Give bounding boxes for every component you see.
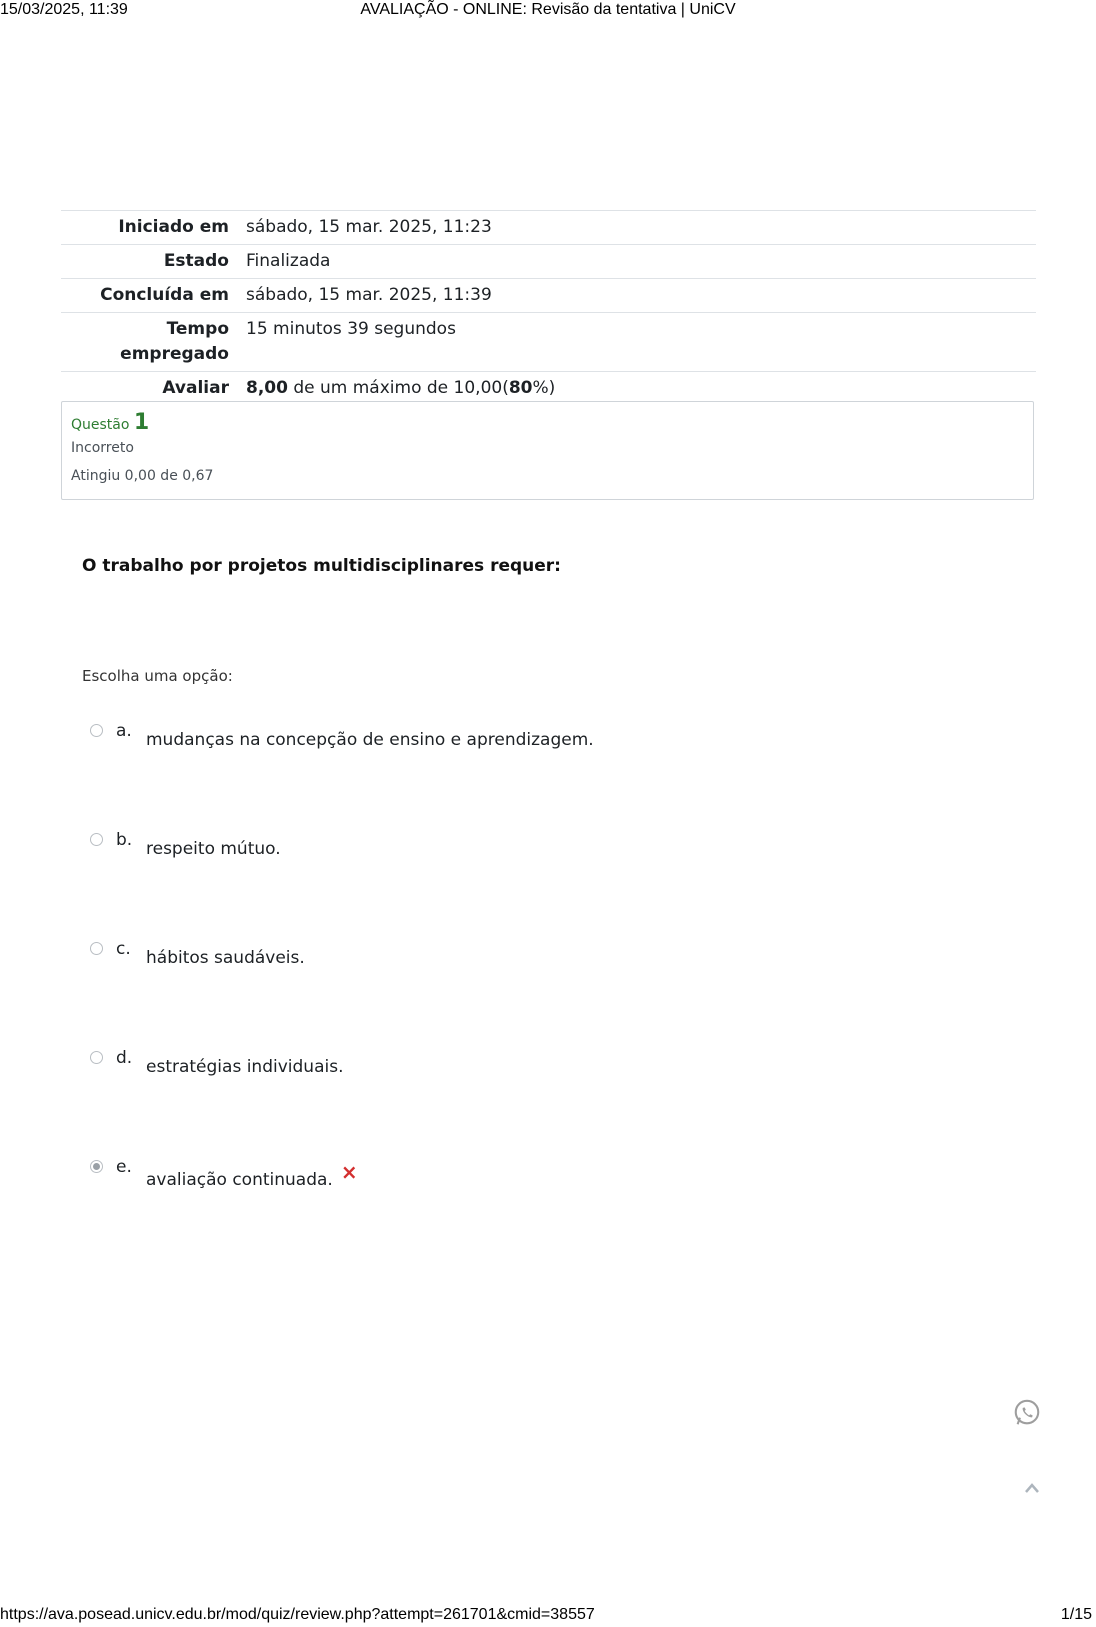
option-letter: a. — [116, 721, 132, 741]
summary-row-started — [61, 211, 1036, 245]
summary-label: Avaliar — [162, 378, 229, 398]
print-footer — [0, 1605, 1096, 1625]
attempt-summary-table — [61, 210, 1036, 405]
summary-value: sábado, 15 mar. 2025, 11:39 — [246, 285, 492, 305]
summary-label: Iniciado em — [118, 217, 229, 237]
summary-row-time-taken — [61, 313, 1036, 372]
radio-button[interactable] — [90, 724, 103, 737]
option-text-value: avaliação continuada. — [146, 1170, 333, 1190]
summary-label: Estado — [163, 251, 229, 271]
grade-percent: 80 — [508, 378, 533, 398]
option-text: hábitos saudáveis. — [146, 948, 305, 968]
question-info-box — [61, 401, 1034, 500]
radio-button[interactable] — [90, 833, 103, 846]
radio-button[interactable] — [90, 1051, 103, 1064]
grade-middle: de um máximo de 10,00( — [287, 378, 509, 398]
print-header — [0, 0, 1096, 20]
summary-label: Concluída em — [100, 285, 229, 305]
option-letter: e. — [116, 1157, 132, 1177]
option-text: mudanças na concepção de ensino e aprendizagem. — [146, 730, 594, 750]
option-text: estratégias individuais. — [146, 1057, 344, 1077]
summary-label: Tempo empregado — [120, 319, 229, 364]
print-title: AVALIAÇÃO - ONLINE: Revisão da tentativa | UniCV — [360, 1, 736, 18]
incorrect-x-icon: × — [340, 1160, 358, 1184]
option-letter: c. — [116, 939, 131, 959]
print-page-number: 1/15 — [1060, 1606, 1092, 1623]
option-text — [146, 1160, 358, 1190]
summary-value: sábado, 15 mar. 2025, 11:23 — [246, 217, 492, 237]
grade-score: 8,00 — [246, 378, 288, 398]
summary-row-grade — [61, 372, 1036, 406]
grade-suffix: %) — [532, 378, 556, 398]
question-state: Incorreto — [71, 440, 134, 456]
whatsapp-icon[interactable] — [1012, 1398, 1042, 1428]
summary-value: 15 minutos 39 segundos — [246, 319, 456, 339]
question-text: O trabalho por projetos multidisciplinares requer: — [82, 556, 561, 576]
summary-row-state — [61, 245, 1036, 279]
summary-value: Finalizada — [246, 251, 331, 271]
option-text: respeito mútuo. — [146, 839, 281, 859]
print-datetime: 15/03/2025, 11:39 — [0, 1, 128, 18]
answer-prompt: Escolha uma opção: — [82, 667, 233, 685]
question-prefix: Questão — [71, 417, 130, 433]
question-number — [71, 410, 1024, 438]
option-letter: d. — [116, 1048, 133, 1068]
question-grade: Atingiu 0,00 de 0,67 — [71, 468, 214, 484]
chevron-up-icon[interactable] — [1024, 1482, 1040, 1494]
summary-grade-value — [246, 372, 1036, 406]
summary-row-completed — [61, 279, 1036, 313]
radio-button-selected[interactable] — [90, 1160, 103, 1173]
radio-button[interactable] — [90, 942, 103, 955]
question-number-value: 1 — [133, 410, 150, 435]
option-letter: b. — [116, 830, 133, 850]
print-url: https://ava.posead.unicv.edu.br/mod/quiz/review.php?attempt=261701&cmid=38557 — [0, 1606, 595, 1623]
